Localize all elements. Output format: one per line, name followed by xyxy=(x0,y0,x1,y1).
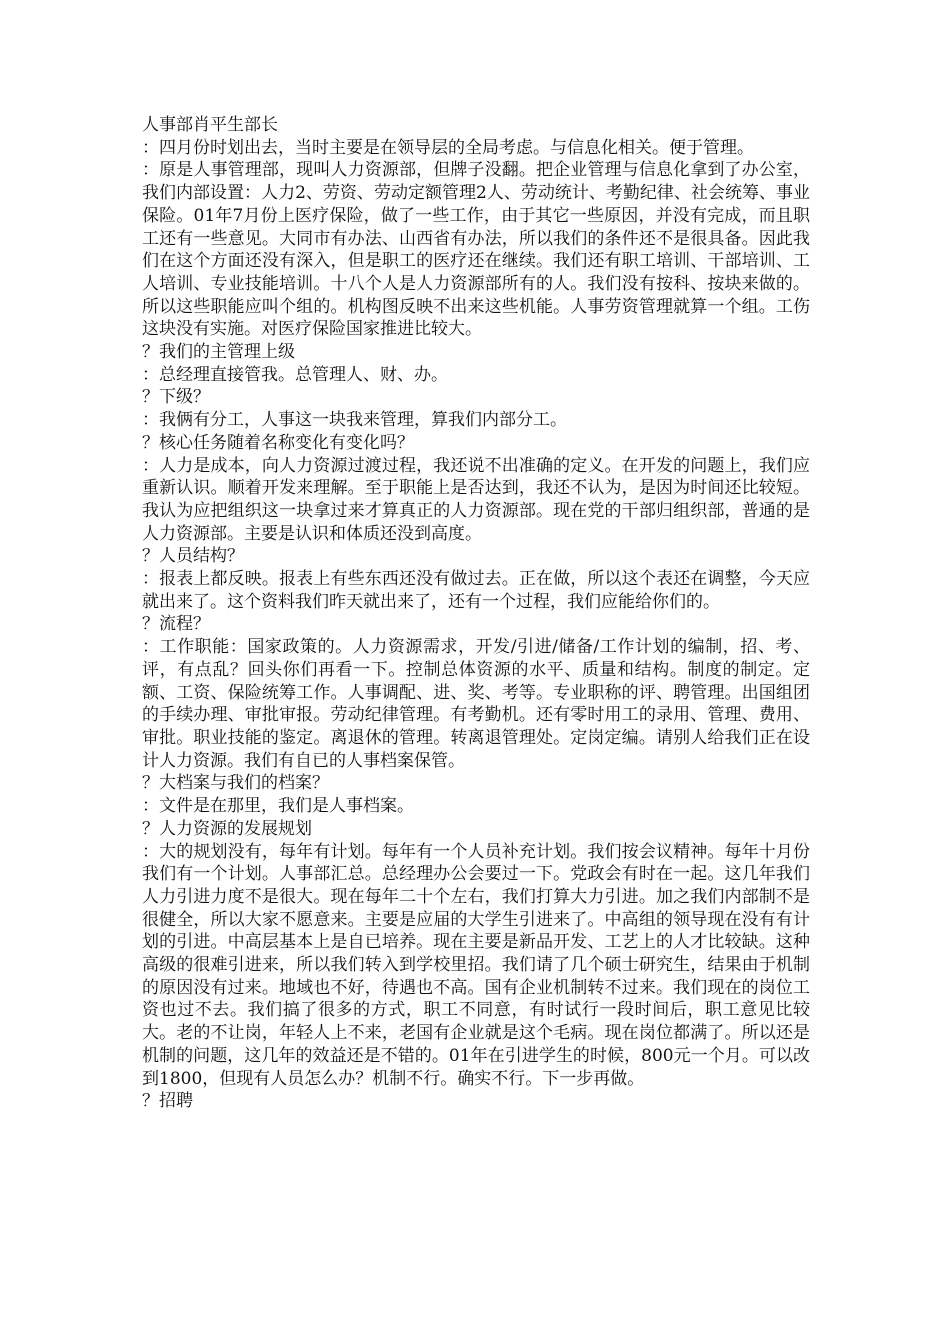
question-paragraph: ？人力资源的发展规划 xyxy=(142,818,312,839)
answer-paragraph: ：总经理直接管我。总管理人、财、办。 xyxy=(142,364,448,385)
answer-paragraph: ：文件是在那里，我们是人事档案。 xyxy=(142,796,414,817)
question-paragraph: ？核心任务随着名称变化有变化吗？ xyxy=(142,432,414,453)
document-title: 人事部肖平生部长 xyxy=(142,115,278,135)
question-paragraph: ？流程？ xyxy=(142,614,210,635)
answer-paragraph: ：大的规划没有，每年有计划。每年有一个人员补充计划。我们按会议精神。每年十月份我们有一个计划。人事部汇总。总经理办公会要过一下。党政会有时在一起。这几年我们人力引进力度不是很大。现在每年二十个左右，我们打算大力引进。加之我们内部制不是很健全，所以大家不愿意来。主要是应届的大学生引进来了。中高组的领导现在没有有计划的引进。中高层基本上是自已培养。现在主要是新品开发、工艺上的人才比较缺。这种高级的很难引进来，所以我们转入到学校里招。我们请了几个硕士研究生，结果由于机制的原因没有过来。地域也不好，待遇也不高。国有企业机制转不过来。我们现在的岗位工资也过不去。我们搞了很多的方式，职工不同意，有时试行一段时间后，职工意见比较大。老的不让岗，年轻人上不来，老国有企业就是这个毛病。现在岗位都满了。所以还是机制的问题，这几年的效益还是不错的。01年在引进学生的时候，800元一个月。可以改到1800，但现有人员怎么办？机制不行。确实不行。下一步再做。 xyxy=(142,841,810,1089)
question-paragraph: ？大档案与我们的档案？ xyxy=(142,773,329,794)
answer-paragraph: ：工作职能：国家政策的。人力资源需求，开发/引进/储备/工作计划的编制，招、考、评，有点乱？回头你们再看一下。控制总体资源的水平、质量和结构。制度的制定。定额、工资、保险统筹工作。人事调配、进、奖、考等。专业职称的评、聘管理。出国组团的手续办理、审批审报。劳动纪律管理。有考勤机。还有零时用工的录用、管理、费用、审批。职业技能的鉴定。离退休的管理。转离退管理处。定岗定编。请别人给我们正在设计人力资源。我们有自已的人事档案保管。 xyxy=(142,637,810,771)
answer-paragraph: ：人力是成本，向人力资源过渡过程，我还说不出准确的定义。在开发的问题上，我们应重新认识。顺着开发来理解。至于职能上是否达到，我还不认为，是因为时间还比较短。我认为应把组织这一块拿过来才算真正的人力资源部。现在党的干部归组织部，普通的是人力资源部。主要是认识和体质还没到高度。 xyxy=(142,455,810,544)
question-paragraph: ？人员结构？ xyxy=(142,546,244,567)
document-body xyxy=(142,114,810,1113)
answer-paragraph: ：我俩有分工，人事这一块我来管理，算我们内部分工。 xyxy=(142,410,567,431)
answer-paragraph: ：四月份时划出去，当时主要是在领导层的全局考虑。与信息化相关。便于管理。 xyxy=(142,137,754,158)
question-paragraph: ？我们的主管理上级 xyxy=(142,342,295,363)
answer-paragraph: ：报表上都反映。报表上有些东西还没有做过去。正在做，所以这个表还在调整，今天应就出来了。这个资料我们昨天就出来了，还有一个过程，我们应能给你们的。 xyxy=(142,569,810,612)
question-paragraph: ？招聘 xyxy=(142,1091,193,1112)
answer-paragraph: ：原是人事管理部，现叫人力资源部，但牌子没翻。把企业管理与信息化拿到了办公室，我们内部设置：人力2、劳资、劳动定额管理2人、劳动统计、考勤纪律、社会统筹、事业保险。01年7月份上医疗保险，做了一些工作，由于其它一些原因，并没有完成，而且职工还有一些意见。大同市有办法、山西省有办法，所以我们的条件还不是很具备。因此我们在这个方面还没有深入，但是职工的医疗还在继续。我们还有职工培训、干部培训、工人培训、专业技能培训。十八个人是人力资源部所有的人。我们没有按科、按块来做的。所以这些职能应叫个组的。机构图反映不出来这些机能。人事劳资管理就算一个组。工伤这块没有实施。对医疗保险国家推进比较大。 xyxy=(142,160,810,340)
question-paragraph: ？下级？ xyxy=(142,387,210,408)
